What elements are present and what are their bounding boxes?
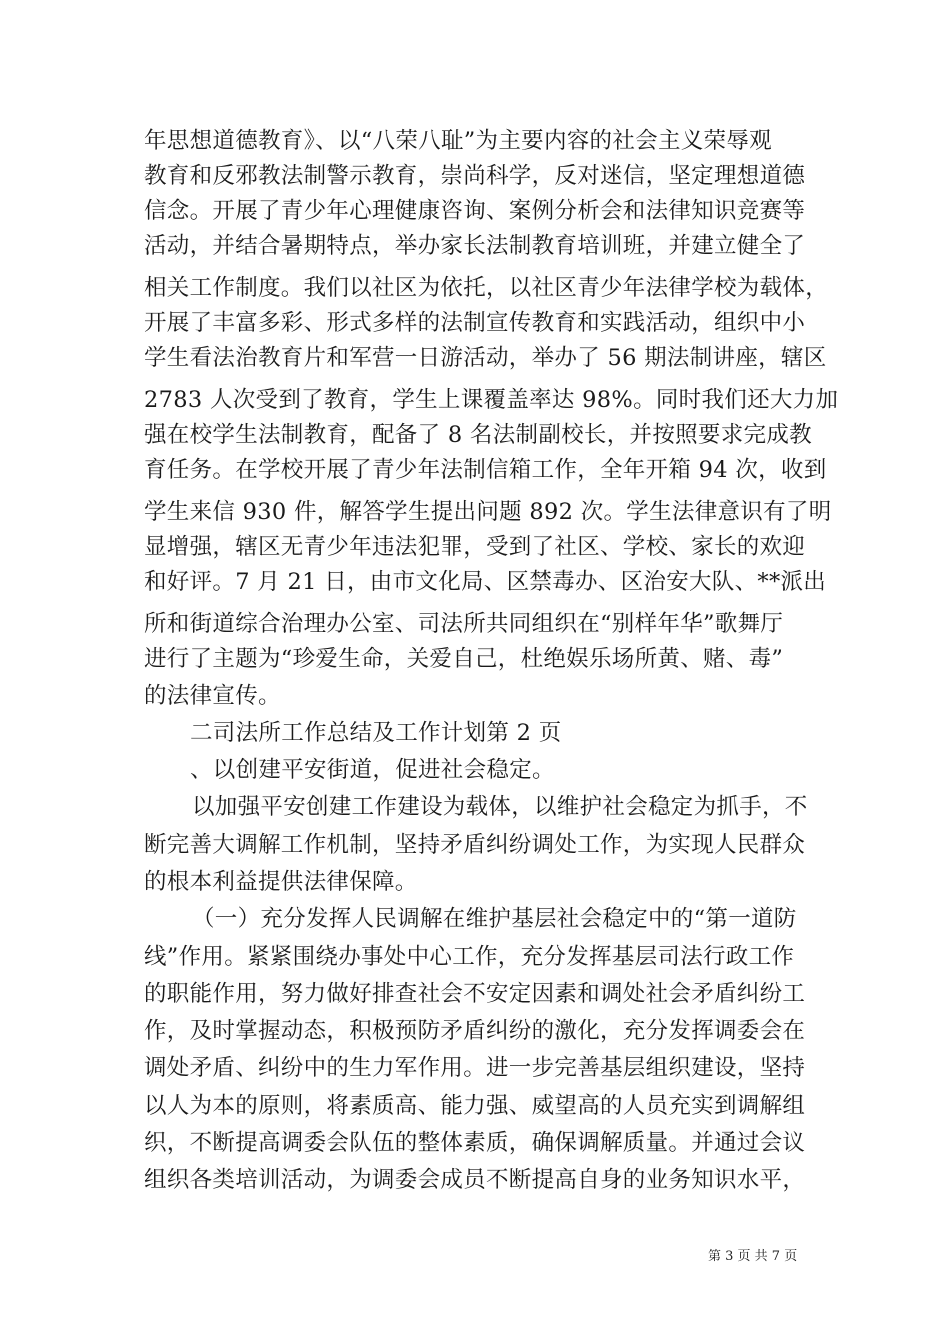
section-heading: 二司法所工作总结及工作计划第 2 页 xyxy=(190,720,562,746)
text-line: 学生看法治教育片和军营一日游活动，举办了 56 期法制讲座，辖区 xyxy=(144,345,827,371)
page-number: 第 3 页 共 7 页 xyxy=(708,1249,798,1264)
text-line: 断完善大调解工作机制，坚持矛盾纠纷调处工作，为实现人民群众 xyxy=(144,832,806,858)
text-line: 相关工作制度。我们以社区为依托，以社区青少年法律学校为载体， xyxy=(144,275,829,301)
text-line: 的职能作用，努力做好排查社会不安定因素和调处社会矛盾纠纷工 xyxy=(144,981,806,1007)
text-line: 信念。开展了青少年心理健康咨询、案例分析会和法律知识竞赛等 xyxy=(144,198,806,224)
text-line: 的法律宣传。 xyxy=(144,683,281,709)
text-line: 显增强，辖区无青少年违法犯罪，受到了社区、学校、家长的欢迎 xyxy=(144,534,806,560)
text-line: 以人为本的原则，将素质高、能力强、威望高的人员充实到调解组 xyxy=(144,1093,806,1119)
text-line: 以加强平安创建工作建设为载体，以维护社会稳定为抓手，不 xyxy=(192,794,808,820)
text-line: 所和街道综合治理办公室、司法所共同组织在“别样年华”歌舞厅 xyxy=(144,611,784,637)
text-line: 育任务。在学校开展了青少年法制信箱工作，全年开箱 94 次，收到 xyxy=(144,457,827,483)
text-line: 强在校学生法制教育，配备了 8 名法制副校长，并按照要求完成教 xyxy=(144,422,812,448)
text-line: 组织各类培训活动，为调委会成员不断提高自身的业务知识水平， xyxy=(144,1167,806,1193)
section-heading: 、以创建平安街道，促进社会稳定。 xyxy=(190,757,555,783)
text-line: 年思想道德教育》、以“八荣八耻”为主要内容的社会主义荣辱观 xyxy=(144,128,772,154)
text-line: 线”作用。紧紧围绕办事处中心工作，充分发挥基层司法行政工作 xyxy=(144,944,795,970)
text-line: （一）充分发挥人民调解在维护基层社会稳定中的“第一道防 xyxy=(192,906,797,932)
text-line: 织，不断提高调委会队伍的整体素质，确保调解质量。并通过会议 xyxy=(144,1130,806,1156)
text-line: 的根本利益提供法律保障。 xyxy=(144,869,418,895)
text-line: 2783 人次受到了教育，学生上课覆盖率达 98%。同时我们还大力加 xyxy=(144,387,839,413)
text-line: 和好评。7 月 21 日，由市文化局、区禁毒办、区治安大队、**派出 xyxy=(144,569,827,595)
text-line: 学生来信 930 件，解答学生提出问题 892 次。学生法律意识有了明 xyxy=(144,499,832,525)
text-line: 进行了主题为“珍爱生命，关爱自己，杜绝娱乐场所黄、赌、毒” xyxy=(144,646,784,672)
text-line: 调处矛盾、纠纷中的生力军作用。进一步完善基层组织建设，坚持 xyxy=(144,1055,806,1081)
text-line: 开展了丰富多彩、形式多样的法制宣传教育和实践活动，组织中小 xyxy=(144,310,806,336)
text-line: 教育和反邪教法制警示教育，崇尚科学，反对迷信，坚定理想道德 xyxy=(144,163,806,189)
text-line: 作，及时掌握动态，积极预防矛盾纠纷的激化，充分发挥调委会在 xyxy=(144,1018,806,1044)
text-line: 活动，并结合暑期特点，举办家长法制教育培训班，并建立健全了 xyxy=(144,233,806,259)
